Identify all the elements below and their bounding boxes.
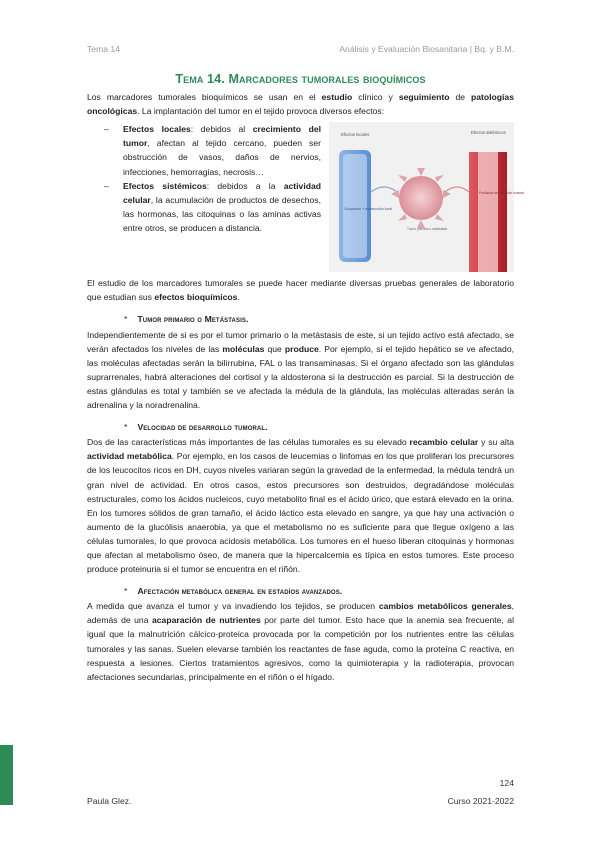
dash-bullet: – [104,180,109,191]
section-heading-primary [87,312,514,327]
right-box-text: Productos de secreción tumoral [479,191,524,196]
tumor-body [399,176,443,220]
asterisk-bullet: * [124,422,128,433]
page-number: 124 [499,778,514,788]
footer-course-year: Curso 2021-2022 [447,796,514,806]
footer-author: Paula Glez. [87,796,132,806]
bold-term: moléculas [222,343,265,354]
bold-term: patologías oncológicas [87,92,514,117]
header-topic: Tema 14 [87,44,120,54]
bold-term: recambio celular [409,437,479,448]
right-label: Efectos sistémicos [471,130,506,136]
section-heading-text: Tumor primario o Metástasis. [137,314,249,325]
page-title-text: Tema 14. Marcadores tumorales bioquímicos [175,72,426,86]
bold-term: produce [284,343,319,354]
bold-term: Efectos sistémicos [123,180,207,191]
effect-item-local [87,122,321,178]
bold-term: efectos bioquímicos [154,292,238,303]
section-body-primary: Independientemente de si es por el tumor primario o la metástasis de este, si un tejido activo está afectado, se verán afectados los niveles de las moléculas que produce. Por ejemplo, si el tejido hepático se ve afectado, las moléculas afectadas serán la bilirrubina, FAL o las transaminasas. Si el órgano afectado son las glándulas suprarrenales, habrá alteraciones del cortisol y la aldosterona si la destrucción es parcial. Si la destrucción de estas glándulas es total y también se ve afectada la médula de la glándula, las moléculas alteradas serán la adrenalina y la noradrenalina. [87,329,514,411]
section-heading-text: Velocidad de desarrollo tumoral. [137,422,268,433]
section-body-metabolic: A medida que avanza el tumor y va invadiendo los tejidos, se producen cambios metabólicos generales, además de una acaparación de nutrientes por parte del tumor. Esto hace que la anemia sea frecuente, al igual que la malnutrición cálcico-proteica provocada por la competición por los nutrientes entre las células tumorales y las sanas. Suelen elevarse también los reactantes de fase aguda, como la proteína C reactiva, en respuesta a lesiones. Ciertos tratamientos agresivos, como la quimioterapia y la radioterapia, provocan afectaciones secundarias, principalmente en el riñón o el hígado. [87,601,514,682]
right-vessel-lumen [478,152,498,272]
tumor-shape [391,168,451,228]
side-tab-marker [0,745,13,805]
effects-block [87,122,524,272]
bold-term: cambios metabólicos generales [378,601,512,612]
bold-term: seguimiento [398,92,450,103]
bold-term: acaparación de nutrientes [152,615,261,626]
intro-paragraph: Los marcadores tumorales bioquímicos se usan en el estudio clínico y seguimiento de patologías oncológicas. La implantación del tumor en el tejido provoca diversos efectos: [87,92,514,117]
dash-bullet: – [104,124,109,135]
effect-text: Efectos sistémicos: debidos a la actividad celular, la acumulación de productos de desechos, las hormonas, las citoquinas o las aminas activas entre otros, se producen a distancia. [123,180,321,233]
center-label: Tumor primario o metástasis [407,227,448,232]
effect-item-systemic [87,179,321,235]
bold-term: estudio [321,92,353,103]
effects-list [87,122,321,272]
section-heading-metabolic [87,584,514,599]
section-body-velocity: Dos de las características más importantes de las células tumorales es su elevado recambio celular y su alta actividad metabólica. Por ejemplo, en los casos de leucemias o linfomas en los que proliferan los precursores de los leucocitos ricos en DH, cuyos niveles variaran según la gravedad de la enfermedad, la médula tendrá un gran nivel de actividad. En otros casos, estos precursores son destruidos, degradándose moléculas estructurales, como los ácidos nucleicos, cuyo metabolito final es el ácido úrico, que estará elevado en la orina. En los tumores sólidos de gran tamaño, el ácido láctico esta elevado en sangre, ya que hay una activación o aumento de la glucólisis anaerobia, ya que el metabolismo no es suficiente para que llegue oxígeno a las células tumorales, lo que provoca acidosis metabólica. Los tumores en el hueso liberan citoquinas y hormonas que afectan al metabolismo óseo, de manera que la hipercalcemia es típica en estos tumores. Este proceso produce proteinuria si el tumor se encuentra en el riñón. [87,437,514,575]
asterisk-bullet: * [124,586,128,597]
tumor-effects-illustration [329,122,524,272]
section-heading-velocity [87,420,514,435]
bold-term: Efectos locales [123,124,191,135]
header-course-title: Análisis y Evaluación Biosanitaria | Bq. y B.M. [339,44,514,54]
section-heading-text: Afectación metabólica general en estadíos avanzados. [137,586,343,597]
left-box-text: Ocupación + destrucción local [344,207,393,212]
laboratory-paragraph: El estudio de los marcadores tumorales se puede hacer mediante diversas pruebas generales de laboratorio que estudian sus efectos bioquímicos. [87,278,514,303]
illustration-svg [329,122,524,272]
bold-term: crecimiento del tumor [123,124,321,149]
left-tissue-inner [343,154,367,258]
page-title [87,72,514,86]
bold-term: actividad metabólica [87,451,172,462]
effect-text: Efectos locales: debidos al crecimiento del tumor, afectan al tejido cercano, pueden ser obstrucción de vasos, daños de nervios, infecciones, hemorragias, necrosis… [123,124,321,177]
left-label: Efectos locales [341,132,370,138]
asterisk-bullet: * [124,314,128,325]
page-content [87,72,524,684]
bold-term: actividad celular [123,180,321,205]
